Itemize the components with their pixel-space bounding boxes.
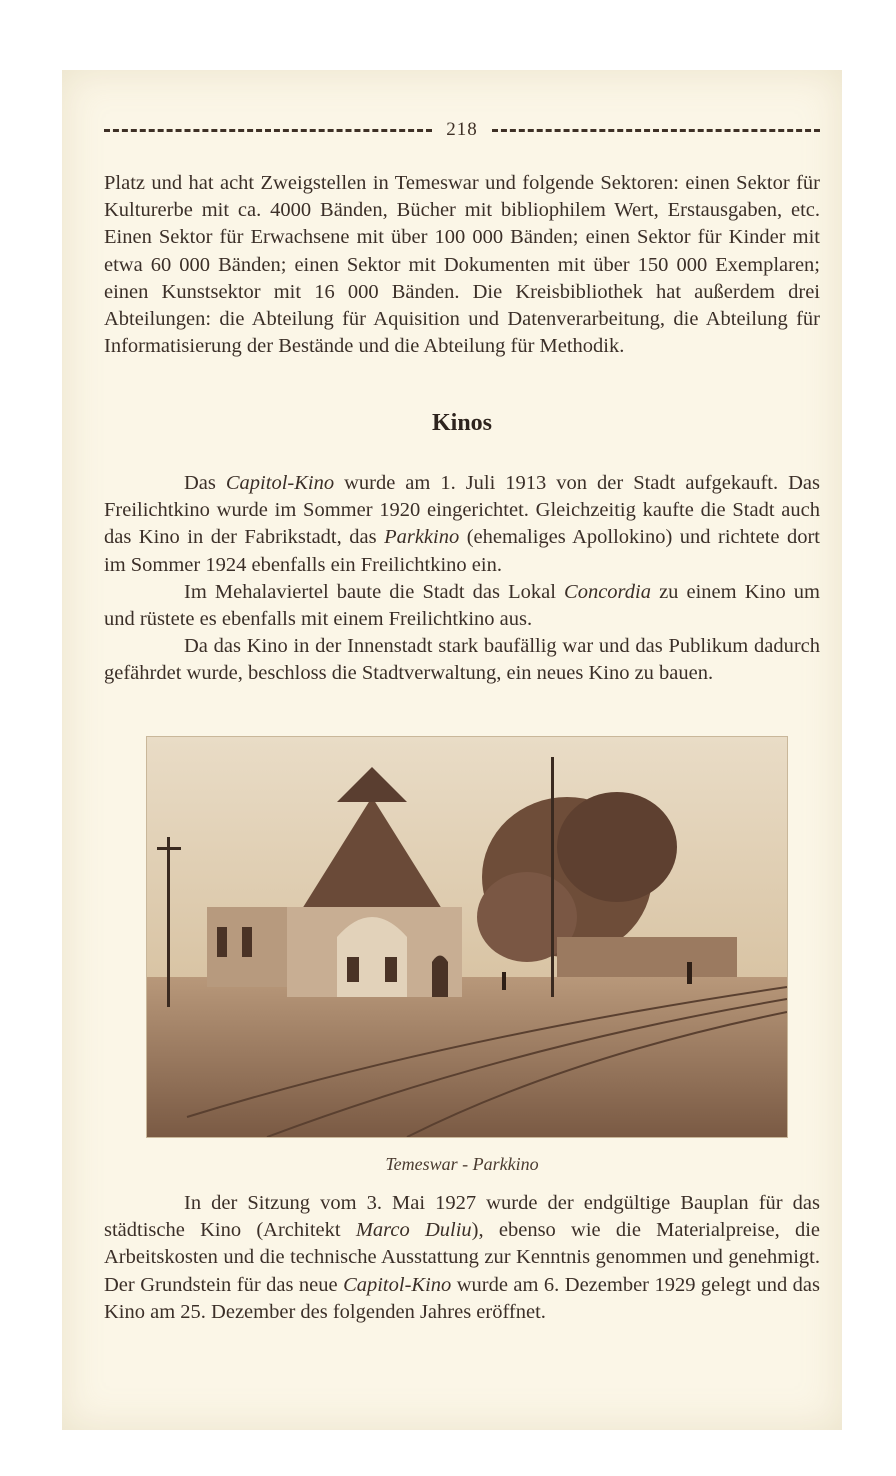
paragraph-capitol [104,470,820,579]
photo-illustration [147,737,787,1137]
paragraph-library: Platz und hat acht Zweigstellen in Temeswar und folgende Sektoren: einen Sektor für Kulturerbe mit ca. 4000 Bänden, Bücher mit bibliophilem Wert, Erstausgaben, etc. Einen Sektor für Erwachsene mit über 100 000 Bänden; einen Sektor für Kinder mit etwa 60 000 Bänden; einen Sektor mit Dokumenten mit über 150 000 Exemplaren; einen Kunstsektor mit 16 000 Bänden. Die Kreisbibliothek hat außerdem drei Abteilungen: die Abteilung für Aquisition und Datenverarbeitung, die Abteilung für Informatisierung der Bestände und die Abteilung für Methodik. [104,172,820,358]
text-run: wurde am 1. Juli 1913 von der Stadt aufgekauft. Das Freilichtkino wurde im Sommer 1920 eingerichtet. Gleichzeitig kaufte die Stadt auch das Kino in der Fabrikstadt, das [104,472,820,549]
text-run: wurde am 6. Dezember 1929 gelegt und das Kino am 25. Dezember des folgenden Jahres eröffnet. [104,1273,820,1323]
parkkino-photograph [146,736,788,1138]
paragraph-concordia [104,579,820,633]
book-page [62,70,842,1430]
page-number: 218 [446,119,478,140]
italic-term: Parkkino [384,526,460,549]
italic-term: Concordia [564,580,651,603]
text-run: (ehemaliges Apollokino) und richtete dort im Sommer 1924 ebenfalls ein Freilichtkino ein. [104,526,821,576]
dashed-rule-right [492,129,820,132]
text-run: In der Sitzung vom 3. Mai 1927 wurde der endgültige Bauplan für das städtische Kino (Architekt [104,1192,820,1242]
page-header [104,118,820,142]
text-run: Das [184,472,226,494]
text-run: Im Mehalaviertel baute die Stadt das Lokal [184,580,565,603]
italic-term: Capitol-Kino [343,1273,452,1296]
text-run: ), ebenso wie die Materialpreise, die Arbeitskosten und die technische Ausstattung zur Kenntnis genommen und genehmigt. Der Grundstein für das neue [104,1219,820,1296]
photo-caption: Temeswar - Parkkino [385,1154,539,1174]
section-heading: Kinos [431,410,493,436]
paragraph-new-cinema: Da das Kino in der Innenstadt stark baufällig war und das Publikum dadurch gefährdet wurde, beschloss die Stadtverwaltung, ein neues Kino zu bauen. [104,635,820,685]
paragraph-construction [104,1190,820,1326]
cinema-paragraph-block [104,470,820,688]
dashed-rule-left [104,129,432,132]
library-paragraph-block [104,170,820,360]
italic-term: Capitol-Kino [225,472,335,494]
italic-term: Marco Duliu [355,1219,472,1242]
construction-paragraph-block [104,1190,820,1326]
text-run: zu einem Kino um und rüstete es ebenfalls mit einem Freilichtkino aus. [104,580,820,631]
